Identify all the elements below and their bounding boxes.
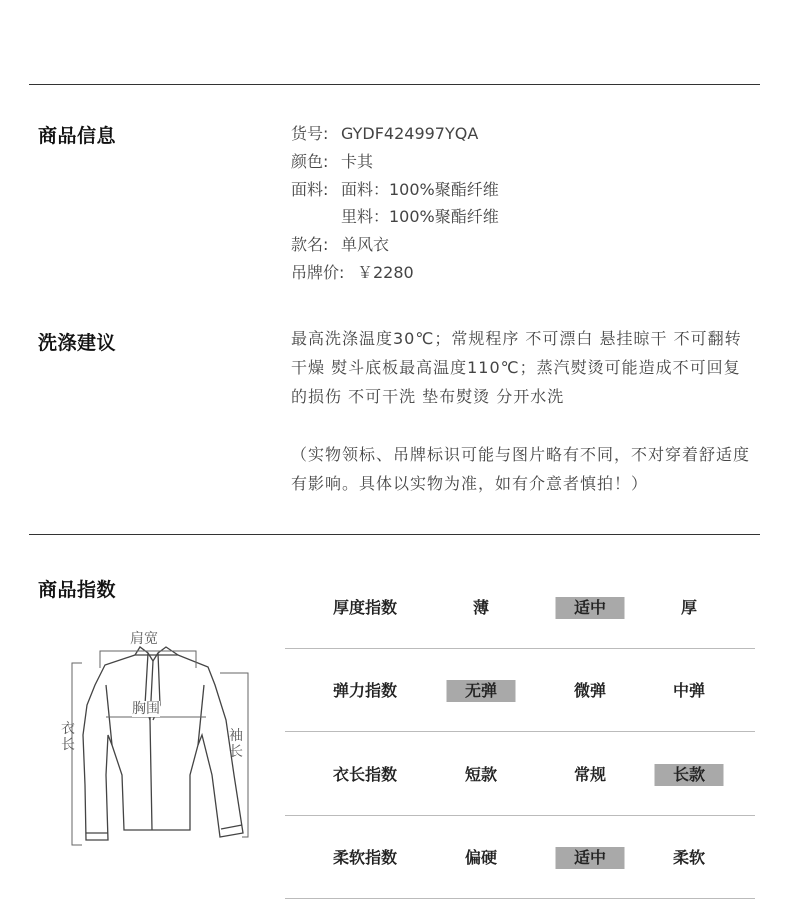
info-key: 款名: bbox=[291, 235, 329, 255]
index-row-name: 衣长指数 bbox=[332, 764, 398, 784]
info-value: 单风衣 bbox=[341, 235, 390, 255]
info-row-sku bbox=[291, 120, 499, 148]
index-row-divider bbox=[285, 731, 755, 732]
index-option: 短款 bbox=[464, 764, 498, 784]
index-row-divider bbox=[285, 898, 755, 899]
index-title: 商品指数 bbox=[38, 579, 117, 601]
info-row-price bbox=[291, 259, 499, 287]
size-diagram bbox=[40, 625, 260, 855]
index-option: 薄 bbox=[472, 597, 490, 617]
index-row bbox=[285, 649, 755, 732]
index-row-name: 弹力指数 bbox=[332, 680, 398, 700]
info-key: 货号: bbox=[291, 124, 329, 143]
index-option: 常规 bbox=[573, 764, 607, 784]
info-value: ￥2280 bbox=[357, 262, 414, 282]
wash-note: （实物领标、吊牌标识可能与图片略有不同，不对穿着舒适度有影响。具体以实物为准，如有介意者慎拍！） bbox=[291, 445, 751, 493]
info-value: 里料：100%聚酯纤维 bbox=[341, 207, 499, 227]
info-key: 吊牌价: bbox=[291, 262, 345, 282]
product-info-title: 商品信息 bbox=[38, 125, 117, 147]
info-row-fabric bbox=[291, 176, 499, 204]
middle-divider bbox=[29, 534, 760, 535]
top-divider bbox=[29, 84, 760, 85]
index-option: 厚 bbox=[680, 597, 698, 617]
info-row-color bbox=[291, 148, 499, 176]
wash-title: 洗涤建议 bbox=[38, 332, 117, 354]
index-option: 微弹 bbox=[573, 680, 607, 700]
chest-label: 胸围 bbox=[132, 701, 160, 717]
info-value: 面料：100%聚酯纤维 bbox=[341, 179, 499, 199]
index-option-selected: 适中 bbox=[556, 597, 625, 619]
index-row-name: 柔软指数 bbox=[332, 847, 398, 867]
length-label: 衣长 bbox=[61, 721, 75, 753]
index-option: 柔软 bbox=[672, 847, 706, 867]
index-option: 中弹 bbox=[672, 680, 706, 700]
index-row bbox=[285, 566, 755, 649]
info-key: 颜色: bbox=[291, 151, 329, 171]
shoulder-label: 肩宽 bbox=[130, 631, 158, 647]
info-value: 卡其 bbox=[341, 151, 374, 171]
index-option-selected: 长款 bbox=[655, 764, 724, 786]
info-value: GYDF424997YQA bbox=[341, 124, 479, 143]
index-row-name: 厚度指数 bbox=[332, 597, 398, 617]
product-info-list bbox=[291, 120, 499, 287]
info-key: 面料: bbox=[291, 179, 329, 199]
index-row bbox=[285, 733, 755, 816]
sleeve-label: 袖长 bbox=[229, 728, 243, 760]
index-option-selected: 适中 bbox=[556, 847, 625, 869]
index-row bbox=[285, 816, 755, 899]
wash-text: 最高洗涤温度30℃；常规程序 不可漂白 悬挂晾干 不可翻转干燥 熨斗底板最高温度110℃；蒸汽熨烫可能造成不可回复的损伤 不可干洗 垫布熨烫 分开水洗 bbox=[291, 329, 742, 406]
index-option: 偏硬 bbox=[464, 847, 498, 867]
info-row-style bbox=[291, 231, 499, 259]
index-option-selected: 无弹 bbox=[447, 680, 516, 702]
info-row-lining bbox=[291, 203, 499, 231]
